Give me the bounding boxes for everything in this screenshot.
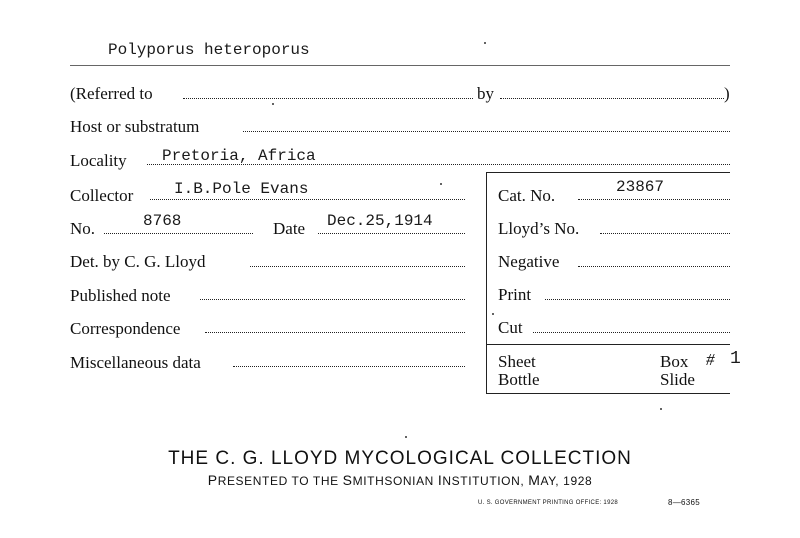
box-no-value: 1 xyxy=(730,349,741,369)
collection-subtitle: PRESENTED TO THE SMITHSONIAN INSTITUTION, MAY, 1928 xyxy=(207,472,593,488)
speck xyxy=(272,103,274,105)
speck xyxy=(484,42,486,44)
lloyds-no-line xyxy=(600,233,730,234)
bottle-label: Bottle xyxy=(498,370,540,389)
locality-label: Locality xyxy=(70,151,127,170)
date-label: Date xyxy=(273,219,306,238)
box-left-rule xyxy=(486,172,487,394)
correspondence-line xyxy=(205,332,465,333)
det-by-line xyxy=(250,266,465,267)
host-line xyxy=(243,131,730,132)
det-by-label: Det. by C. G. Lloyd xyxy=(70,252,206,271)
collection-title: THE C. G. LLOYD MYCOLOGICAL COLLECTION xyxy=(168,448,632,469)
cat-no-label: Cat. No. xyxy=(498,186,556,205)
box-bottom-rule xyxy=(486,393,730,394)
box-top-rule xyxy=(486,172,730,173)
by-line xyxy=(500,98,724,99)
collector-label: Collector xyxy=(70,186,134,205)
speck xyxy=(660,408,662,410)
speck xyxy=(440,183,442,185)
close-paren: ) xyxy=(724,84,730,103)
specimen-name: Polyporus heteroporus xyxy=(108,41,310,59)
top-rule xyxy=(70,65,730,66)
sheet-label: Sheet xyxy=(498,352,536,371)
locality-value: Pretoria, Africa xyxy=(162,147,316,165)
no-line xyxy=(104,233,253,234)
referred-to-line xyxy=(183,98,473,99)
misc-data-line xyxy=(233,366,465,367)
speck xyxy=(405,436,407,438)
correspondence-label: Correspondence xyxy=(70,319,181,338)
published-note-line xyxy=(200,299,465,300)
printing-office-line: U. S. GOVERNMENT PRINTING OFFICE: 1928 xyxy=(478,500,618,506)
slide-label: Slide xyxy=(660,370,695,389)
cat-no-line xyxy=(578,199,730,200)
no-label: No. xyxy=(70,219,96,238)
cat-no-value: 23867 xyxy=(616,178,665,196)
speck xyxy=(492,313,494,315)
date-value: Dec.25,1914 xyxy=(327,212,433,230)
hash-mark: # xyxy=(706,350,715,369)
lloyds-no-label: Lloyd’s No. xyxy=(498,219,580,238)
print-label: Print xyxy=(498,285,532,304)
date-line xyxy=(318,233,465,234)
negative-line xyxy=(578,266,730,267)
collector-line xyxy=(150,199,465,200)
referred-to-label: (Referred to xyxy=(70,84,153,103)
no-value: 8768 xyxy=(143,212,182,230)
print-line xyxy=(545,299,730,300)
cut-line xyxy=(533,332,730,333)
form-number: 8—6365 xyxy=(668,498,701,507)
misc-data-label: Miscellaneous data xyxy=(70,353,201,372)
by-label: by xyxy=(477,84,494,103)
box-label: Box xyxy=(660,352,689,371)
collector-value: I.B.Pole Evans xyxy=(174,180,309,198)
published-note-label: Published note xyxy=(70,286,171,305)
negative-label: Negative xyxy=(498,252,560,271)
host-label: Host or substratum xyxy=(70,117,200,136)
cut-label: Cut xyxy=(498,318,523,337)
box-divider xyxy=(486,344,730,345)
